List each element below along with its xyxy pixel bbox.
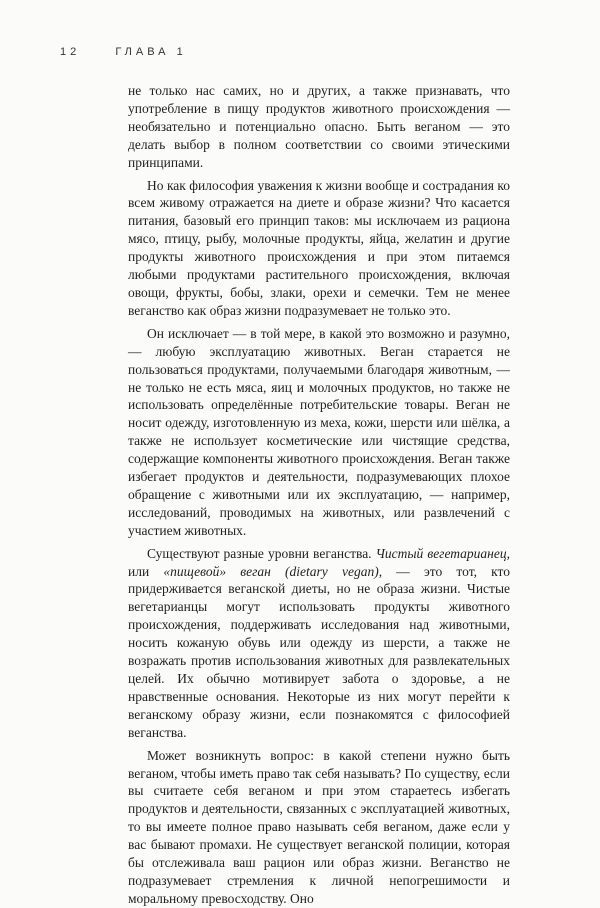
paragraph-how-vegan: Может возникнуть вопрос: в какой степени нужно быть веганом, чтобы иметь право так себя называть? По существу, если вы считаете себя веганом и при этом стараетесь избегать продуктов и деятельности, связанных с эксплуатацией животных, то вы имеете полное право называть себя веганом, даже если у вас бывают промахи. Не существует веганской полиции, которая бы отслеживала ваш рацион или образ жизни. Веганство не подразумевает стремления к личной непогрешимости и моральному превосходству. Оно	[128, 747, 510, 906]
running-head	[60, 46, 187, 58]
paragraph-exploitation: Он исключает — в той мере, в какой это возможно и разумно, — любую эксплуатацию животных. Веган старается не пользоваться продуктами, получаемыми благодаря животным, — не только не есть мяса, яиц и молочных продуктов, но также не использовать определённые потребительские товары. Веган не носит одежду, изготовленную из меха, кожи, шерсти или шёлка, а также не использует косметические или чистящие средства, содержащие компоненты животного происхождения. Веган также избегает продуктов и деятельности, подразумевающих плохое обращение с животными или их эксплуатацию, — например, исследований, проводимых на животных, или развлечений с участием животных.	[128, 325, 510, 538]
paragraph-continued: не только нас самих, но и других, а также признавать, что употребление в пищу продуктов животного происхождения — необязательно и потенциально опасно. Быть веганом — это делать выбор в полном соответствии со своими этическими принципами.	[128, 83, 510, 170]
term-dietary-vegan: «пищевой» веган (dietary vegan),	[163, 563, 383, 579]
paragraph-levels-of-veganism	[128, 545, 510, 742]
paragraph-levels-rest: — это тот, кто придерживается веганской диеты, но не образа жизни. Чистые вегетарианцы могут использовать продукты животного происхождения, поддерживать исследования над животными, носить кожаную обувь или одежду из шерсти, а также не возражать против использования животных для развлекательных целей. Их обычно мотивирует забота о здоровье, а не нравственные основания. Некоторые из них могут перейти к веганскому образу жизни, если познакомятся с философией веганства.	[128, 563, 511, 740]
page-number: 12	[60, 46, 81, 58]
body-text	[128, 82, 510, 908]
paragraph-levels-or: или	[128, 563, 164, 579]
paragraph-levels-intro: Существуют разные уровни веганства.	[147, 545, 376, 561]
chapter-label: ГЛАВА 1	[115, 46, 187, 58]
term-strict-vegetarian: Чистый вегетарианец,	[375, 545, 510, 561]
paragraph-philosophy-diet: Но как философия уважения к жизни вообще и сострадания ко всем живому отражается на диете и образе жизни? Что касается питания, базовый его принцип таков: мы исключаем из рациона мясо, птицу, рыбу, молочные продукты, яйца, желатин и другие продукты животного происхождения и при этом питаемся любыми продуктами растительного происхождения, включая овощи, фрукты, бобы, злаки, орехи и семечки. Тем не менее веганство как образ жизни подразумевает не только это.	[128, 177, 510, 318]
